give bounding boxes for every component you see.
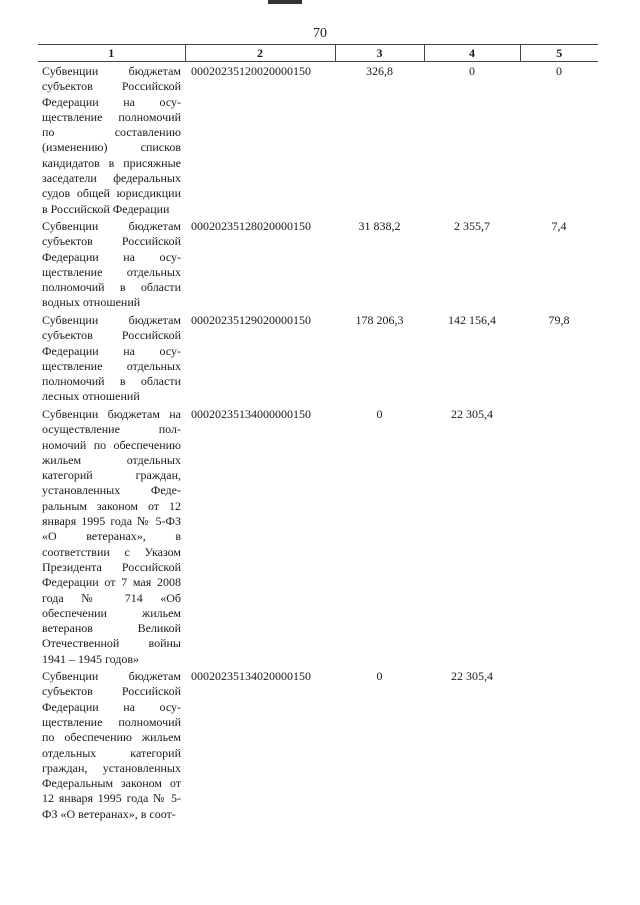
- row-value-col5: [520, 405, 598, 667]
- row-value-col5: 0: [556, 64, 562, 78]
- row-description: Субвенции бюджетам на осуществление полномочий по обеспечению жильем отдельных категорий граждан, установленных Федеральным законом от 12 января 1995 года № 5-ФЗ «О ветеранах», в соответствии с Указом Президента Российской Федерации от 7 мая 2008 года № 714 «Об обеспечении жильем ветеранов Великой Отечественной войны 1941 – 1945 годов»: [42, 406, 181, 666]
- row-value-col5: [520, 667, 598, 829]
- column-header-4: 4: [424, 45, 520, 62]
- row-value-col3: 31 838,2: [358, 218, 401, 233]
- table-row: [38, 667, 598, 829]
- row-value-col3: 0: [376, 669, 383, 684]
- row-description: Субвенции бюджетам субъектов Российской Федерации на осуществление полномочий по составлению (изменению) списков кандидатов в присяжные заседатели федеральных судов общей юрисдикции в Российской Федерации: [42, 64, 181, 216]
- row-value-col4: 2 355,7: [454, 218, 490, 233]
- scan-artifact: [268, 0, 302, 4]
- row-code: 00020235128020000150: [191, 218, 311, 233]
- row-description: Субвенции бюджетам субъектов Российской Федерации на осуществление отдельных полномочий в области водных отношений: [42, 218, 181, 310]
- row-value-col4: 22 305,4: [451, 669, 493, 684]
- row-value-col3: 178 206,3: [355, 312, 404, 327]
- table-header-row: [38, 45, 598, 62]
- row-value-col3: 0: [376, 406, 383, 421]
- budget-table: [38, 44, 598, 829]
- row-value-col3: 326,8: [366, 64, 393, 78]
- table-row: [38, 311, 598, 405]
- page-number: 70: [313, 26, 327, 41]
- table-row: [38, 405, 598, 667]
- row-description: Субвенции бюджетам субъектов Российской Федерации на осуществление полномочий по обеспечению жильем отдельных категорий граждан, установленных Федеральным законом от 12 января 1995 года № 5-ФЗ «О ветеранах», в соот-: [42, 669, 181, 821]
- row-value-col5: 7,4: [551, 218, 567, 233]
- row-value-col5: 79,8: [548, 312, 570, 327]
- column-header-3: 3: [335, 45, 424, 62]
- row-value-col4: 0: [469, 64, 475, 78]
- row-code: 00020235129020000150: [191, 312, 311, 327]
- column-header-2: 2: [185, 45, 335, 62]
- column-header-5: 5: [520, 45, 598, 62]
- column-header-1: 1: [38, 45, 185, 62]
- table-row: [38, 217, 598, 311]
- row-description: Субвенции бюджетам субъектов Российской Федерации на осуществление отдельных полномочий в области лесных отношений: [42, 312, 181, 404]
- row-code: 00020235134020000150: [191, 669, 311, 684]
- row-code: 00020235120020000150: [191, 64, 311, 78]
- row-value-col4: 142 156,4: [448, 312, 496, 327]
- row-value-col4: 22 305,4: [451, 406, 493, 421]
- row-code: 00020235134000000150: [191, 406, 311, 421]
- table-row: [38, 62, 598, 217]
